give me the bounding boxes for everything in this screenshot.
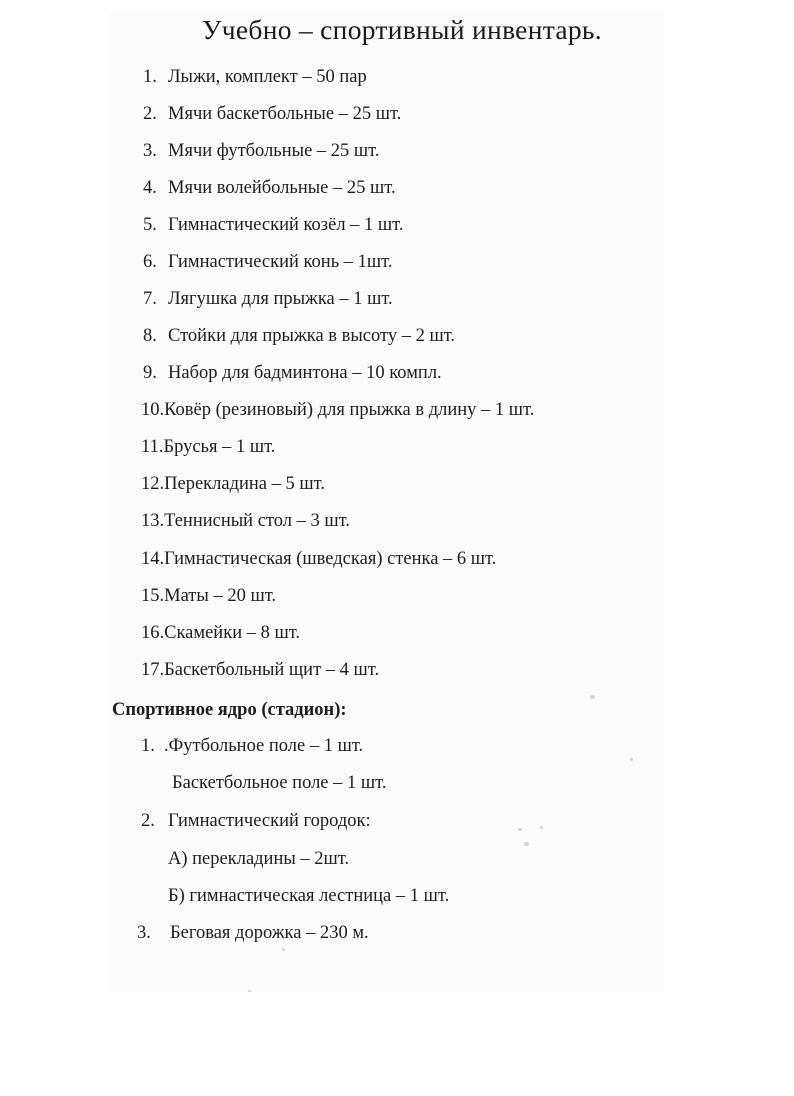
item-text: Теннисный стол – 3 шт. bbox=[164, 511, 350, 531]
item-number: 2. bbox=[143, 104, 157, 124]
item-number: 14. bbox=[141, 549, 165, 569]
section-heading: Спортивное ядро (стадион): bbox=[112, 700, 347, 720]
item-number: 16. bbox=[141, 623, 165, 643]
item-number: 9. bbox=[143, 363, 157, 383]
list-item bbox=[141, 622, 300, 644]
item-text: Мячи волейбольные – 25 шт. bbox=[168, 178, 396, 198]
list-item bbox=[141, 473, 325, 495]
scan-speck bbox=[524, 842, 529, 846]
list-item bbox=[143, 177, 396, 199]
list-item bbox=[143, 214, 404, 236]
scan-speck bbox=[248, 990, 251, 992]
list-item bbox=[143, 362, 442, 384]
item-text: Перекладина – 5 шт. bbox=[164, 474, 325, 494]
item-text: Брусья – 1 шт. bbox=[163, 437, 276, 457]
item-number: 13. bbox=[141, 511, 165, 531]
scan-speck bbox=[630, 758, 633, 761]
item-number: 6. bbox=[143, 252, 157, 272]
item-text: Скамейки – 8 шт. bbox=[164, 623, 301, 643]
item-number: 3. bbox=[143, 141, 157, 161]
scan-speck bbox=[590, 695, 595, 699]
item-text: Ковёр (резиновый) для прыжка в длину – 1 шт. bbox=[164, 400, 535, 420]
list-item bbox=[143, 103, 401, 125]
item-text: Маты – 20 шт. bbox=[164, 586, 277, 606]
item-number: 7. bbox=[143, 289, 157, 309]
page-title: Учебно – спортивный инвентарь. bbox=[202, 14, 602, 45]
list-item bbox=[143, 251, 392, 273]
item-text: Гимнастический конь – 1шт. bbox=[168, 252, 393, 272]
list-item bbox=[141, 659, 379, 681]
list-item bbox=[143, 66, 367, 88]
item-number: 3. bbox=[137, 923, 151, 943]
item-text: Гимнастический городок: bbox=[168, 811, 371, 831]
item-text: Беговая дорожка – 230 м. bbox=[170, 923, 369, 943]
item-number: 2. bbox=[141, 811, 155, 831]
list-item bbox=[143, 140, 379, 162]
list-item bbox=[141, 810, 371, 832]
item-text: Б) гимнастическая лестница – 1 шт. bbox=[168, 886, 450, 906]
list-item bbox=[141, 399, 534, 421]
item-number: 5. bbox=[143, 215, 157, 235]
list-item bbox=[141, 510, 350, 532]
item-text: Баскетбольное поле – 1 шт. bbox=[172, 773, 387, 793]
list-item bbox=[143, 288, 393, 310]
item-text: .Футбольное поле – 1 шт. bbox=[164, 736, 364, 756]
list-item bbox=[168, 885, 449, 907]
item-text: Лягушка для прыжка – 1 шт. bbox=[168, 289, 393, 309]
item-text: Гимнастическая (шведская) стенка – 6 шт. bbox=[164, 549, 497, 569]
list-item bbox=[141, 585, 276, 607]
item-text: Гимнастический козёл – 1 шт. bbox=[168, 215, 404, 235]
list-item bbox=[172, 772, 386, 794]
item-text: Стойки для прыжка в высоту – 2 шт. bbox=[168, 326, 456, 346]
scan-speck bbox=[518, 828, 522, 831]
list-item bbox=[141, 436, 275, 458]
list-item bbox=[143, 325, 455, 347]
item-number: 10. bbox=[141, 400, 165, 420]
item-text: А) перекладины – 2шт. bbox=[168, 849, 350, 869]
list-item bbox=[137, 922, 369, 944]
item-text: Набор для бадминтона – 10 компл. bbox=[168, 363, 442, 383]
scan-speck bbox=[540, 826, 543, 829]
scan-speck bbox=[282, 948, 285, 951]
item-text: Мячи футбольные – 25 шт. bbox=[168, 141, 380, 161]
list-item bbox=[141, 735, 363, 757]
item-text: Мячи баскетбольные – 25 шт. bbox=[168, 104, 402, 124]
item-number: 11. bbox=[141, 437, 164, 457]
item-text: Баскетбольный щит – 4 шт. bbox=[164, 660, 380, 680]
item-number: 1. bbox=[141, 736, 155, 756]
item-number: 12. bbox=[141, 474, 165, 494]
item-number: 8. bbox=[143, 326, 157, 346]
list-item bbox=[141, 548, 496, 570]
item-number: 4. bbox=[143, 178, 157, 198]
item-number: 15. bbox=[141, 586, 165, 606]
item-text: Лыжи, комплект – 50 пар bbox=[168, 67, 367, 87]
item-number: 17. bbox=[141, 660, 165, 680]
list-item bbox=[168, 848, 349, 870]
item-number: 1. bbox=[143, 67, 157, 87]
